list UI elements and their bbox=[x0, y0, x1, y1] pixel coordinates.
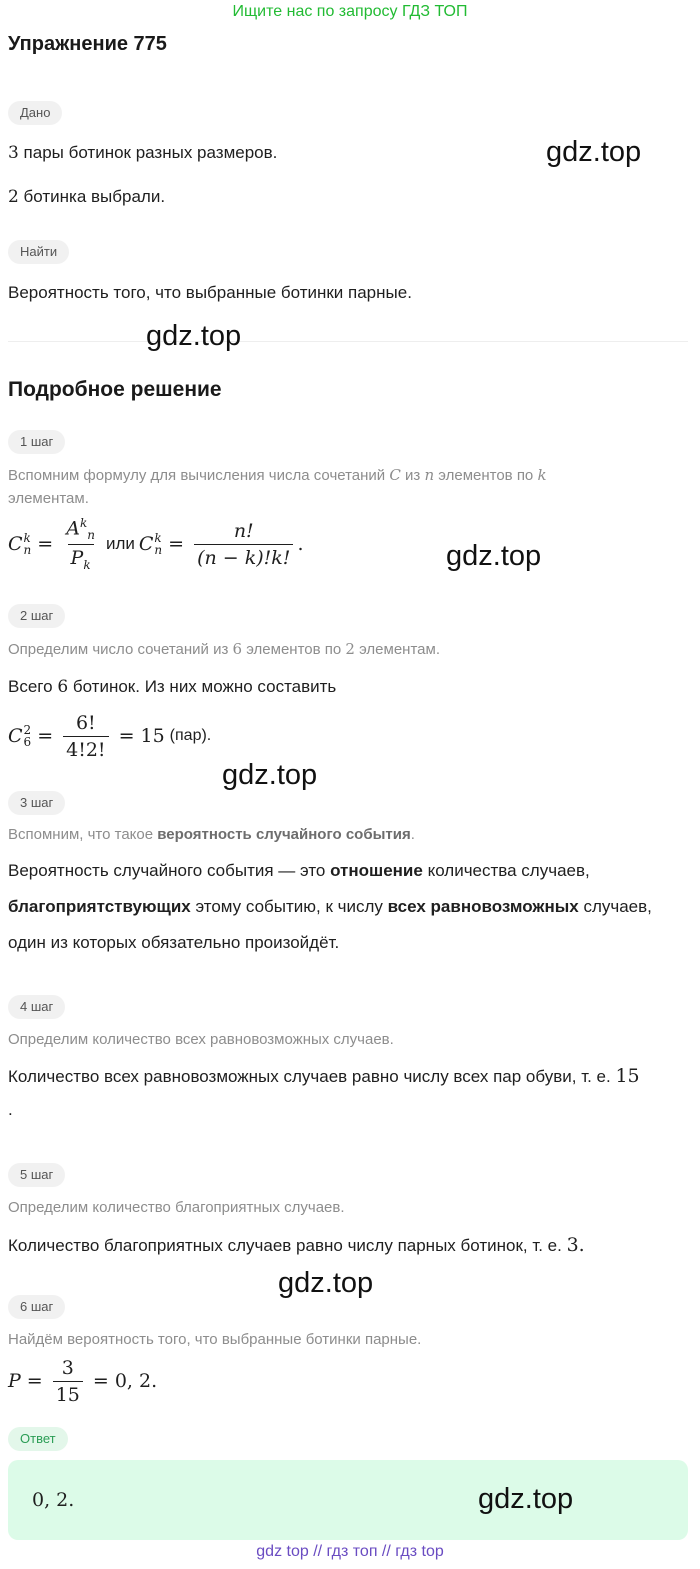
step-2-text-6: 6 bbox=[57, 677, 69, 697]
step-3-hint-part: . bbox=[410, 826, 415, 843]
watermark: gdz.top bbox=[478, 1483, 574, 1515]
watermark: gdz.top bbox=[146, 320, 242, 352]
watermark: gdz.top bbox=[446, 540, 542, 572]
step-1-hint-part: из bbox=[400, 467, 425, 484]
step-3-bold: всех равновозможных bbox=[387, 897, 579, 916]
step-3-text: случаев, bbox=[578, 897, 652, 916]
answer-value: 0, 2. bbox=[32, 1489, 75, 1511]
step-1-hint-part: Вспомним формулу для вычисления числа сочетаний bbox=[8, 467, 390, 484]
step-1-hint-C: C bbox=[389, 466, 401, 484]
step-3-text: Вероятность случайного события — это bbox=[8, 861, 331, 880]
given-chip: Дано bbox=[8, 101, 62, 125]
step-4-chip: 4 шаг bbox=[8, 995, 65, 1019]
step-1-hint-end: элементам. bbox=[8, 490, 89, 507]
step-2-text bbox=[8, 677, 336, 697]
step-3-chip: 3 шаг bbox=[8, 791, 65, 815]
step-2-hint-part: Определим число сочетаний из bbox=[8, 641, 233, 658]
step-3-text: этому событию, к числу bbox=[190, 897, 388, 916]
given-line-2-text: ботинка выбрали. bbox=[18, 187, 166, 206]
step-1-hint bbox=[8, 463, 547, 488]
step-2-formula: C 2 6 = $\frac{6!}{4!2!}$ = 15 (пар). bbox=[8, 711, 212, 761]
step-2-hint-2: 2 bbox=[345, 640, 355, 658]
step-1-hint-part: элементов по bbox=[434, 467, 538, 484]
step-2-text-part: ботинок. Из них можно составить bbox=[68, 677, 337, 696]
step-5-chip: 5 шаг bbox=[8, 1163, 65, 1187]
step-3-text: один из которых обязательно произойдёт. bbox=[8, 933, 340, 952]
step-3-hint-part: Вспомним, что такое bbox=[8, 826, 158, 843]
watermark: gdz.top bbox=[278, 1267, 374, 1299]
step-5-value: 3. bbox=[566, 1234, 585, 1256]
step-2-hint-part: элементам. bbox=[354, 641, 440, 658]
watermark: gdz.top bbox=[222, 759, 318, 791]
given-line-1-number: 3 bbox=[8, 143, 19, 163]
step-1-hint-k: k bbox=[537, 466, 547, 484]
step-4-value: 15 bbox=[615, 1065, 640, 1087]
step-6-denominator: 15 bbox=[53, 1381, 83, 1406]
find-text: Вероятность того, что выбранные ботинки парные. bbox=[8, 283, 412, 302]
step-5-text-part: Количество благоприятных случаев равно числу парных ботинок, т. е. bbox=[8, 1236, 567, 1255]
step-1-formula-or: или bbox=[105, 534, 135, 553]
given-line-2 bbox=[8, 187, 165, 207]
solution-title: Подробное решение bbox=[8, 378, 222, 401]
find-chip: Найти bbox=[8, 240, 69, 264]
step-4-text-part: Количество всех равновозможных случаев равно числу всех пар обуви, т. е. bbox=[8, 1067, 616, 1086]
step-2-chip: 2 шаг bbox=[8, 604, 65, 628]
step-1-formula: C k n = $\frac{A^k_n}{P_k}$ или C k n = $\frac{n!}{(n - k)!k!}$ . bbox=[8, 516, 304, 572]
step-2-result: 15 bbox=[140, 725, 165, 747]
step-2-hint bbox=[8, 637, 440, 662]
watermark: gdz.top bbox=[546, 136, 642, 168]
step-3-hint bbox=[8, 823, 415, 847]
step-6-hint: Найдём вероятность того, что выбранные ботинки парные. bbox=[8, 1331, 422, 1348]
step-3-text: количества случаев, bbox=[422, 861, 590, 880]
step-4-hint: Определим количество всех равновозможных случаев. bbox=[8, 1031, 394, 1048]
given-line-2-number: 2 bbox=[8, 187, 19, 207]
answer-chip: Ответ bbox=[8, 1427, 68, 1451]
step-2-hint-6: 6 bbox=[232, 640, 243, 658]
step-2-unit: (пар). bbox=[169, 727, 212, 744]
step-6-numerator: 3 bbox=[61, 1356, 74, 1379]
step-6-formula: P = $\frac{3}{15}$ = 0, 2. bbox=[8, 1356, 158, 1406]
given-line-1 bbox=[8, 143, 277, 163]
step-3-bold: отношение bbox=[330, 861, 423, 880]
footer-links[interactable]: gdz top // гдз топ // гдз top bbox=[256, 1543, 444, 1560]
section-divider bbox=[8, 341, 688, 342]
step-5-text bbox=[8, 1234, 585, 1256]
step-3-paragraph bbox=[8, 853, 698, 961]
page-title: Упражнение 775 bbox=[8, 33, 167, 55]
step-4-dot: . bbox=[8, 1100, 13, 1119]
given-line-1-text: пары ботинок разных размеров. bbox=[18, 143, 278, 162]
search-banner: Ищите нас по запросу ГДЗ ТОП bbox=[232, 3, 468, 20]
step-2-text-part: Всего bbox=[8, 677, 58, 696]
step-6-chip: 6 шаг bbox=[8, 1295, 65, 1319]
answer-box bbox=[8, 1460, 688, 1540]
step-6-result: 0, 2. bbox=[114, 1370, 158, 1392]
step-4-text bbox=[8, 1065, 640, 1087]
step-1-hint-n: n bbox=[424, 466, 435, 484]
step-6-P: P bbox=[8, 1370, 21, 1392]
step-3-hint-bold: вероятность случайного события bbox=[157, 826, 411, 843]
step-2-hint-part: элементов по bbox=[242, 641, 346, 658]
step-3-bold: благоприятствующих bbox=[8, 897, 191, 916]
step-1-chip: 1 шаг bbox=[8, 430, 65, 454]
step-5-hint: Определим количество благоприятных случаев. bbox=[8, 1199, 345, 1216]
